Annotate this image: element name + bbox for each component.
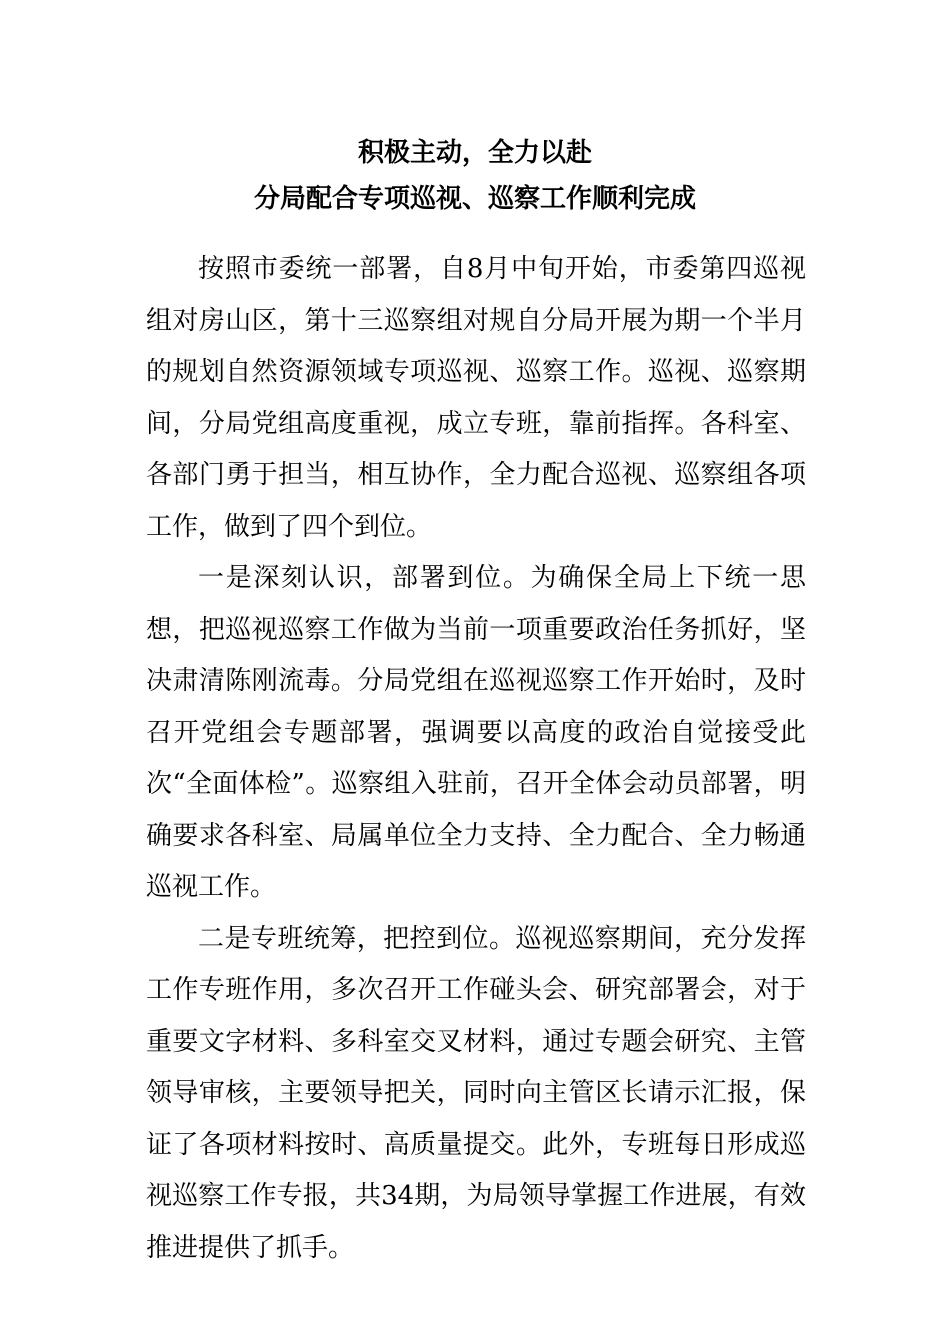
title-line-2: 分局配合专项巡视、巡察工作顺利完成: [253, 184, 696, 214]
paragraph-point-two: 二是专班统筹，把控到位。巡视巡察期间，充分发挥工作专班作用，多次召开工作碰头会、研究部署会，对于重要文字材料、多科室交叉材料，通过专题会研究、主管领导审核，主要领导把关，同时向主管区长请示汇报，保证了各项材料按时、高质量提交。此外，专班每日形成巡视巡察工作专报，共34期，为局领导掌握工作进展，有效推进提供了抓手。: [146, 923, 806, 1263]
document-body: [146, 244, 806, 1274]
title-line-1: 积极主动，全力以赴: [357, 138, 592, 168]
paragraph-point-one: 一是深刻认识，部署到位。为确保全局上下统一思想，把巡视巡察工作做为当前一项重要政治任务抓好，坚决肃清陈刚流毒。分局党组在巡视巡察工作开始时，及时召开党组会专题部署，强调要以高度的政治自觉接受此次“全面体检”。巡察组入驻前，召开全体会动员部署，明确要求各科室、局属单位全力支持、全力配合、全力畅通巡视工作。: [146, 563, 806, 902]
document-title: [0, 130, 950, 222]
paragraph-intro: 按照市委统一部署，自8月中旬开始，市委第四巡视组对房山区，第十三巡察组对规自分局开展为期一个半月的规划自然资源领域专项巡视、巡察工作。巡视、巡察期间，分局党组高度重视，成立专班，靠前指挥。各科室、各部门勇于担当，相互协作，全力配合巡视、巡察组各项工作，做到了四个到位。: [146, 254, 806, 542]
